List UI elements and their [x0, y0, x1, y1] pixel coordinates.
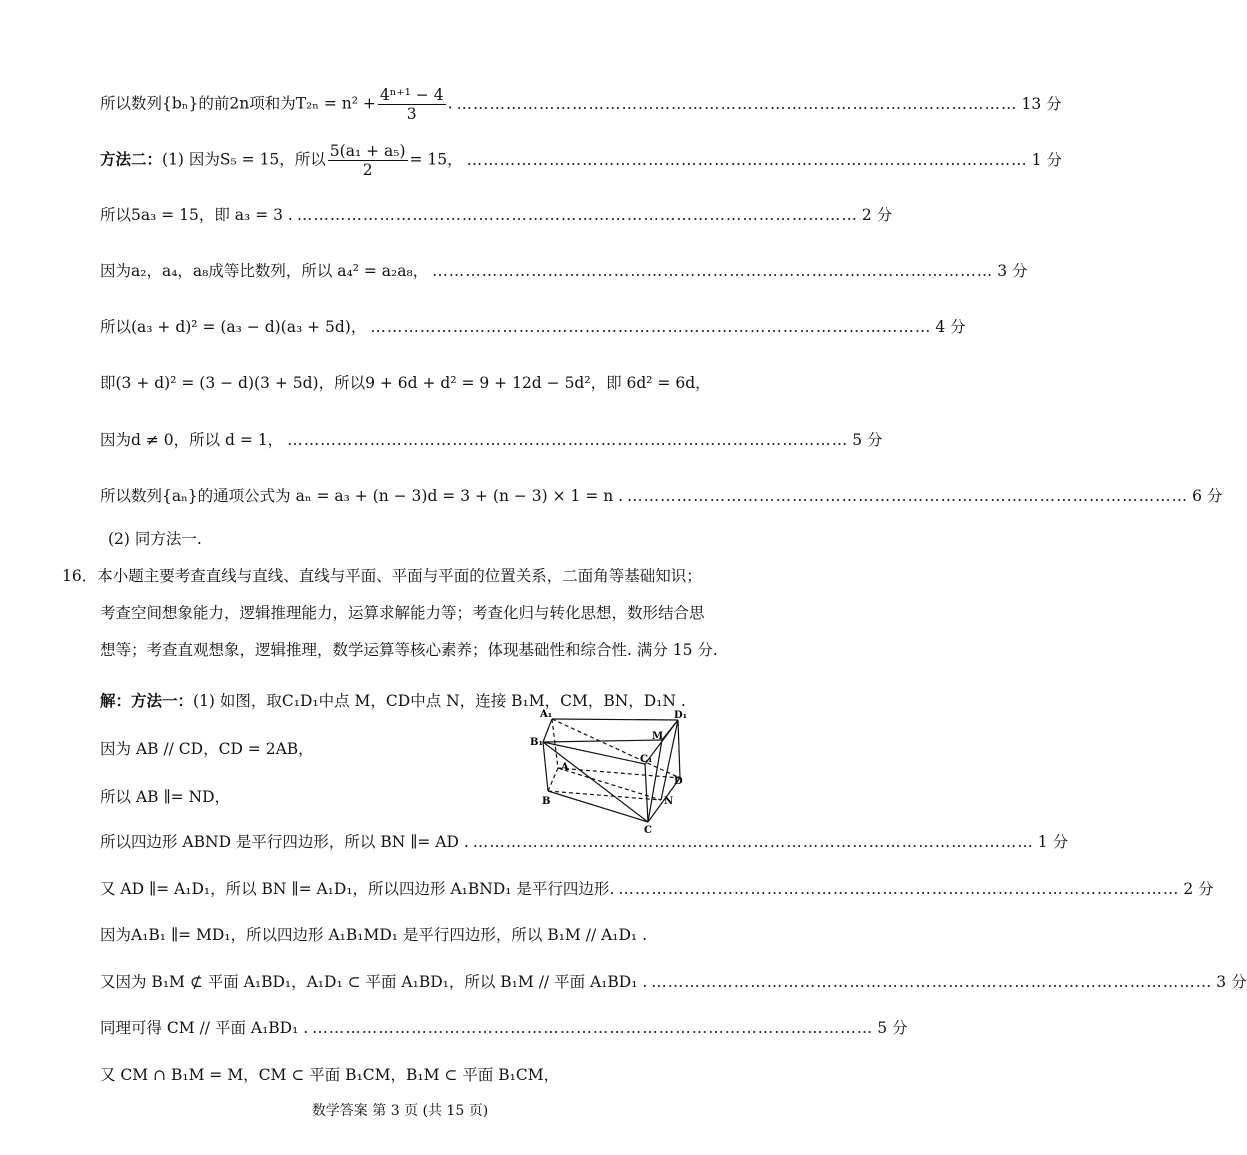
- page-footer: 数学答案 第 3 页 (共 15 页): [311, 1103, 489, 1119]
- score-label: 6 分: [1192, 487, 1223, 505]
- line-expand: 即(3 + d)² = (3 − d)(3 + 5d)，所以9 + 6d + d² = 9 + 12d − 5d²，即 6d² = 6d，: [100, 374, 711, 392]
- solution-line-8: 同理可得 CM // 平面 A₁BD₁ . ………………………………………………………………………………………… 5 分: [100, 1016, 734, 1038]
- solution-line-3: 所以 AB ∥= ND，: [100, 788, 231, 806]
- fraction: $\frac{\text{5(a₁ + a₅)}}{2}$: [329, 142, 406, 179]
- score-label: 2 分: [861, 206, 893, 224]
- label-c: C: [644, 825, 652, 836]
- solution-line-2: 因为 AB // CD，CD = 2AB，: [100, 740, 314, 758]
- fraction: $\frac{\text{4ⁿ⁺¹ − 4}}{3}$: [379, 86, 444, 123]
- line-equation: 所以(a₃ + d)² = (a₃ − d)(a₃ + 5d)， ………………………………………………………………………………………… 4 分: [100, 315, 734, 337]
- solution-line-4: 所以四边形 ABND 是平行四边形，所以 BN ∥= AD . ………………………………………………………………………………………… 1 分: [100, 830, 734, 852]
- problem-16-intro-3: 想等；考查直观想象，逻辑推理，数学运算等核心素养；体现基础性和综合性. 满分 15 分.: [100, 641, 718, 659]
- score-label: 3 分: [997, 262, 1028, 280]
- label-c1: C₁: [640, 754, 653, 765]
- line-sum-t2n: 所以数列{bₙ}的前2n项和为T₂ₙ = n² + $\frac{\text{4ⁿ⁺¹ − 4}}{3}$ . ………………………………………………………………………………………… 13 分: [100, 86, 1062, 123]
- label-d1: D₁: [674, 710, 688, 721]
- score-label: 2 分: [1183, 880, 1214, 898]
- label-a: A: [561, 762, 569, 773]
- score-label: 1 分: [1037, 833, 1069, 851]
- label-b: B: [542, 796, 551, 807]
- label-d: D: [674, 776, 683, 787]
- label-b1: B₁: [530, 737, 543, 748]
- score-label: 13 分: [1021, 94, 1062, 113]
- line-method-two: 方法二：(1) 因为S₅ = 15，所以 $\frac{\text{5(a₁ + a₅)}}{2}$ = 15， ………………………………………………………………………………………… 1 分: [100, 142, 1062, 179]
- solution-line-6: 因为A₁B₁ ∥= MD₁，所以四边形 A₁B₁MD₁ 是平行四边形，所以 B₁M // A₁D₁ .: [100, 926, 648, 944]
- problem-16-intro-2: 考查空间想象能力，逻辑推理能力，运算求解能力等；考查化归与转化思想，数形结合思: [100, 604, 705, 622]
- line-d: 因为d ≠ 0，所以 d = 1， ………………………………………………………………………………………… 5 分: [100, 428, 734, 450]
- line-a3: 所以5a₃ = 15，即 a₃ = 3 . ………………………………………………………………………………………… 2 分: [100, 203, 734, 225]
- line-part-two: (2) 同方法一.: [108, 530, 202, 548]
- label-n: N: [664, 796, 674, 807]
- prism-figure: [530, 708, 690, 838]
- label-m: M: [652, 731, 664, 742]
- score-label: 3 分: [1216, 973, 1247, 991]
- solution-line-5: 又 AD ∥= A₁D₁，所以 BN ∥= A₁D₁，所以四边形 A₁BND₁ 是平行四边形. ………………………………………………………………………………………… 2 分: [100, 877, 734, 899]
- problem-16-intro-1: 16．本小题主要考查直线与直线、直线与平面、平面与平面的位置关系，二面角等基础知识；: [62, 567, 702, 585]
- solution-line-1: 解：方法一：(1) 如图，取C₁D₁中点 M，CD中点 N，连接 B₁M，CM，BN，D₁N .: [100, 691, 686, 710]
- score-label: 5 分: [852, 431, 883, 449]
- line-geometric: 因为a₂，a₄，a₈成等比数列，所以 a₄² = a₂a₈， ………………………………………………………………………………………… 3 分: [100, 259, 734, 281]
- solution-line-9: 又 CM ∩ B₁M = M，CM ⊂ 平面 B₁CM，B₁M ⊂ 平面 B₁CM，: [100, 1066, 560, 1084]
- label-a1: A₁: [540, 709, 553, 720]
- line-general-term: 所以数列{aₙ}的通项公式为 aₙ = a₃ + (n − 3)d = 3 + (n − 3) × 1 = n . ………………………………………………………………………………………… 6 分: [100, 484, 734, 506]
- score-label: 1 分: [1031, 150, 1062, 169]
- solution-line-7: 又因为 B₁M ⊄ 平面 A₁BD₁，A₁D₁ ⊂ 平面 A₁BD₁，所以 B₁M // 平面 A₁BD₁ . ………………………………………………………………………………………… 3 分: [100, 970, 734, 992]
- score-label: 5 分: [877, 1019, 908, 1037]
- score-label: 4 分: [935, 318, 966, 336]
